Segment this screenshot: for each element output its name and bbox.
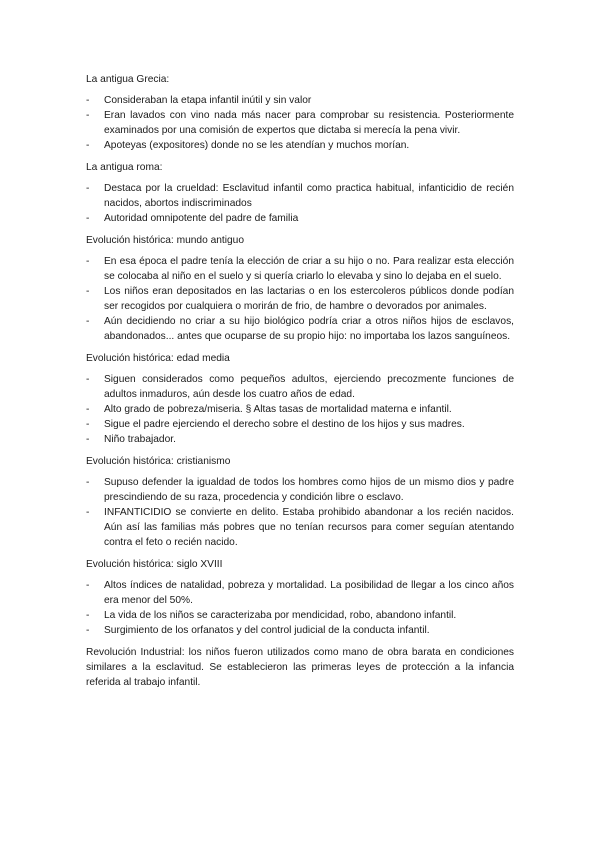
- bullet-dash: -: [86, 404, 90, 415]
- bullet-list: [86, 93, 514, 153]
- list-item: [86, 372, 514, 402]
- list-item: [86, 475, 514, 505]
- bullet-dash: -: [86, 183, 90, 194]
- list-item: [86, 284, 514, 314]
- section-heading: Evolución histórica: siglo XVIII: [86, 559, 223, 570]
- bullet-dash: -: [86, 95, 90, 106]
- list-item: [86, 254, 514, 284]
- list-item: [86, 623, 514, 638]
- list-item: [86, 138, 514, 153]
- bullet-dash: -: [86, 625, 90, 636]
- list-item: [86, 181, 514, 211]
- closing-paragraph: Revolución Industrial: los niños fueron utilizados como mano de obra barata en condiciones similares a la esclavitud. Se establecieron las primeras leyes de protección a la infancia referida al trabajo infantil.: [86, 647, 514, 688]
- list-item-text: INFANTICIDIO se convierte en delito. Estaba prohibido abandonar a los recién nacidos. Aún así las familias más pobres que no tenían recursos para comer seguían atentando contra el feto o recién nacido.: [104, 507, 514, 548]
- list-item-text: Sigue el padre ejerciendo el derecho sobre el destino de los hijos y sus madres.: [104, 419, 465, 430]
- list-item-text: Aún decidiendo no criar a su hijo biológico podría criar a otros niños hijos de esclavos, abandonados... antes que ocuparse de su propio hijo: no importaba los lazos sanguíneos.: [104, 316, 514, 342]
- list-item-text: En esa época el padre tenía la elección de criar a su hijo o no. Para realizar esta elección se colocaba al niño en el suelo y si quería criarlo lo elevaba y sino lo dejaba en el suelo.: [104, 256, 514, 282]
- list-item: [86, 93, 514, 108]
- list-item-text: Destaca por la crueldad: Esclavitud infantil como practica habitual, infanticidio de recién nacidos, abortos indiscriminados: [104, 183, 514, 209]
- bullet-list: [86, 181, 514, 226]
- bullet-dash: -: [86, 286, 90, 297]
- list-item: [86, 314, 514, 344]
- bullet-dash: -: [86, 316, 90, 327]
- bullet-list: [86, 578, 514, 638]
- list-item: [86, 578, 514, 608]
- list-item-text: Supuso defender la igualdad de todos los hombres como hijos de un mismo dios y padre prescindiendo de su raza, procedencia y condición libre o esclavo.: [104, 477, 514, 503]
- list-item: [86, 108, 514, 138]
- bullet-dash: -: [86, 374, 90, 385]
- bullet-dash: -: [86, 419, 90, 430]
- bullet-dash: -: [86, 213, 90, 224]
- bullet-dash: -: [86, 256, 90, 267]
- section-heading: La antigua roma:: [86, 162, 163, 173]
- bullet-dash: -: [86, 140, 90, 151]
- bullet-list: [86, 254, 514, 344]
- list-item-text: Altos índices de natalidad, pobreza y mortalidad. La posibilidad de llegar a los cinco años era menor del 50%.: [104, 580, 514, 606]
- document-page: [86, 72, 514, 690]
- section-heading: Evolución histórica: mundo antiguo: [86, 235, 245, 246]
- list-item: [86, 211, 514, 226]
- list-item: [86, 505, 514, 550]
- list-item-text: Siguen considerados como pequeños adultos, ejerciendo precozmente funciones de adultos inmaduros, aún desde los cuatro años de edad.: [104, 374, 514, 400]
- list-item-text: Surgimiento de los orfanatos y del control judicial de la conducta infantil.: [104, 625, 430, 636]
- bullet-dash: -: [86, 507, 90, 518]
- list-item-text: Consideraban la etapa infantil inútil y sin valor: [104, 95, 312, 106]
- list-item-text: La vida de los niños se caracterizaba por mendicidad, robo, abandono infantil.: [104, 610, 457, 621]
- section-heading: La antigua Grecia:: [86, 74, 170, 85]
- list-item-text: Autoridad omnipotente del padre de familia: [104, 213, 299, 224]
- list-item-text: Niño trabajador.: [104, 434, 176, 445]
- bullet-dash: -: [86, 434, 90, 445]
- section-heading: Evolución histórica: cristianismo: [86, 456, 231, 467]
- list-item-text: Apoteyas (expositores) donde no se les atendían y muchos morían.: [104, 140, 410, 151]
- list-item-text: Los niños eran depositados en las lactarias o en los estercoleros públicos donde podían ser recogidos por cualquiera o morirán de frio, de hambre o devorados por animales.: [104, 286, 514, 312]
- list-item: [86, 402, 514, 417]
- bullet-list: [86, 372, 514, 447]
- list-item-text: Eran lavados con vino nada más nacer para comprobar su resistencia. Posteriormente examinados por una comisión de expertos que dictaba si merecía la pena vivir.: [104, 110, 514, 136]
- bullet-dash: -: [86, 580, 90, 591]
- bullet-dash: -: [86, 477, 90, 488]
- list-item-text: Alto grado de pobreza/miseria. § Altas tasas de mortalidad materna e infantil.: [104, 404, 452, 415]
- bullet-dash: -: [86, 110, 90, 121]
- bullet-list: [86, 475, 514, 550]
- list-item: [86, 608, 514, 623]
- section-heading: Evolución histórica: edad media: [86, 353, 230, 364]
- list-item: [86, 417, 514, 432]
- bullet-dash: -: [86, 610, 90, 621]
- list-item: [86, 432, 514, 447]
